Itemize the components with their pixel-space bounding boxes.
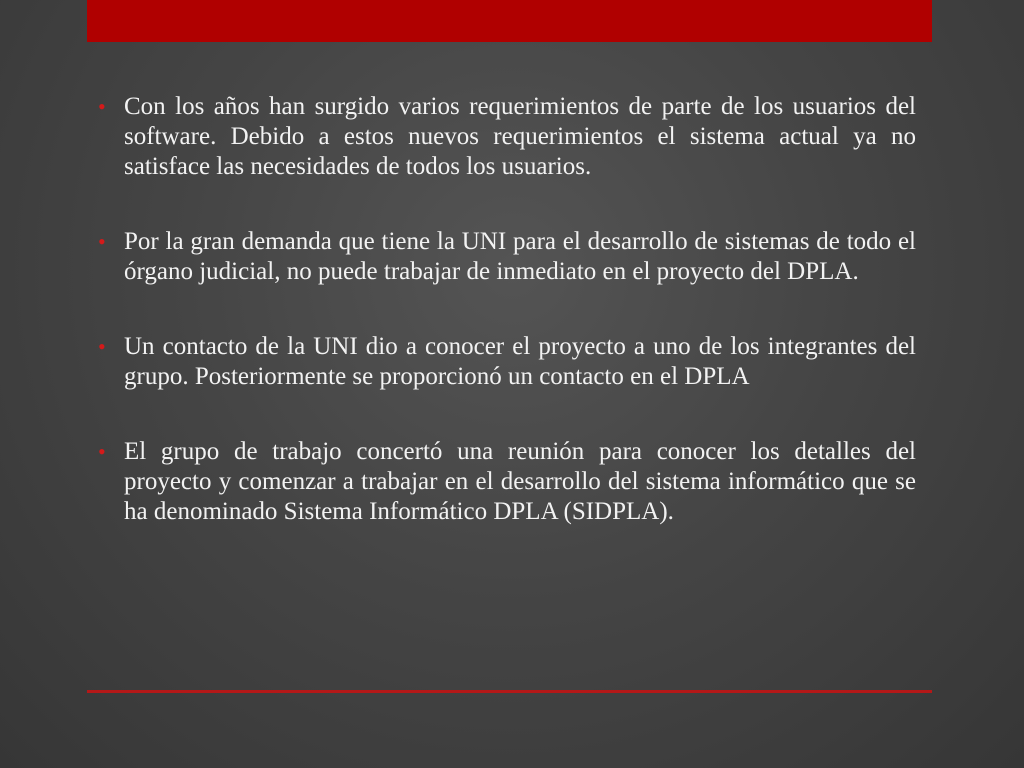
bullet-item [96,332,916,392]
bottom-divider [87,690,932,693]
bullet-text: Por la gran demanda que tiene la UNI para el desarrollo de sistemas de todo el órgano judicial, no puede trabajar de inmediato en el proyecto del DPLA. [124,228,916,285]
bullet-item [96,92,916,182]
bullet-item [96,437,916,527]
bullet-text: Un contacto de la UNI dio a conocer el proyecto a uno de los integrantes del grupo. Posteriormente se proporcionó un contacto en el DPLA [124,333,916,390]
top-accent-bar [87,0,932,42]
bullet-dot-icon: • [98,94,106,119]
bullet-dot-icon: • [98,229,106,254]
bullet-text: Con los años han surgido varios requerimientos de parte de los usuarios del software. Debido a estos nuevos requerimientos el sistema actual ya no satisface las necesidades de todos los usuarios. [124,93,916,180]
bullet-text: El grupo de trabajo concertó una reunión para conocer los detalles del proyecto y comenzar a trabajar en el desarrollo del sistema informático que se ha denominado Sistema Informático DPLA (SIDPLA). [124,438,916,525]
bullet-dot-icon: • [98,334,106,359]
bullet-item [96,227,916,287]
bullet-list [96,92,916,572]
bullet-dot-icon: • [98,439,106,464]
